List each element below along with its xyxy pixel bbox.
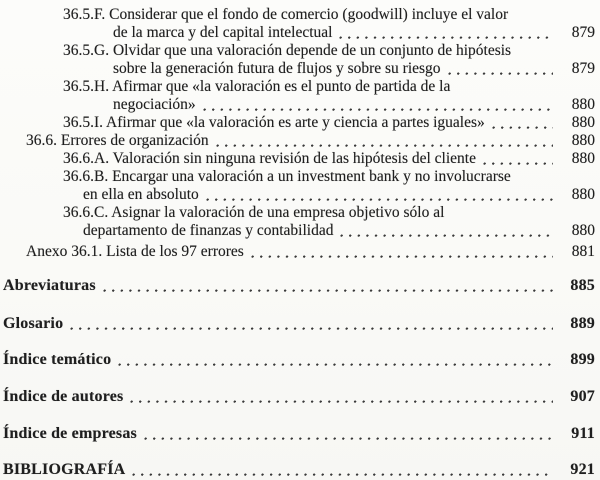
dot-leader [118,362,553,367]
toc-entry-text: BIBLIOGRAFÍA [3,461,126,478]
toc-page-number: 880 [571,222,595,239]
toc-entry-text: Índice de empresas [3,425,137,442]
dot-leader [483,161,553,166]
dot-leader [492,125,553,130]
toc-row-36-6-a [0,150,595,168]
dot-leader [203,107,553,112]
toc-row-36-5-i [0,114,595,132]
toc-entry-text: Abreviaturas [3,277,96,294]
dot-leader [103,288,553,293]
toc-row-36-5-f-line2 [0,24,595,42]
toc-entry-text: de la marca y del capital intelectual [113,24,333,41]
dot-leader [339,35,553,40]
dot-leader [448,71,553,76]
toc-row-abreviaturas [0,277,595,295]
toc-page-number: 889 [570,315,595,332]
toc-row-anexo-36-1 [0,243,595,261]
dot-leader [340,233,553,238]
toc-page-number: 881 [571,243,595,260]
toc-row-36-6-b-line1 [0,168,595,186]
toc-page-number: 907 [570,388,595,405]
toc-page-number: 880 [571,186,595,203]
toc-entry-text: 36.5.I. Afirmar que «la valoración es arte y ciencia a partes iguales» [63,114,485,131]
toc-page-number: 880 [571,150,595,167]
toc-row-indice-de-empresas [0,425,595,443]
dot-leader [70,326,553,331]
toc-page-number: 879 [571,24,595,41]
toc-row-glosario [0,315,595,333]
toc-entry-text: Índice de autores [3,388,124,405]
dot-leader [130,399,553,404]
toc-row-36-5-h-line2 [0,96,595,114]
toc-entry-text: 36.5.H. Afirmar que «la valoración es el punto de partida de la [63,78,451,95]
toc-entry-text: Índice temático [3,351,112,368]
toc-entry-text: Anexo 36.1. Lista de los 97 errores [26,243,244,260]
toc-page-number: 885 [570,277,595,294]
toc-page-number: 880 [571,114,595,131]
toc-row-36-6-c-line2 [0,222,595,240]
toc-entry-text: 36.6. Errores de organización [26,132,209,149]
toc-page-number: 880 [571,96,595,113]
toc-row-36-5-f-line1 [0,6,595,24]
toc-entry-text: 36.6.B. Encargar una valoración a un investment bank y no involucrarse [63,168,511,185]
toc-row-36-6 [0,132,595,150]
toc-row-36-5-g-line2 [0,60,595,78]
toc-row-indice-tematico [0,351,595,369]
toc-row-36-6-b-line2 [0,186,595,204]
toc-entry-text: 36.6.C. Asignar la valoración de una empresa objetivo sólo al [63,204,445,221]
toc-entry-text: Glosario [3,315,64,332]
toc-row-36-5-h-line1 [0,78,595,96]
dot-leader [144,436,553,441]
toc-entry-text: 36.5.G. Olvidar que una valoración depende de un conjunto de hipótesis [63,42,512,59]
toc-row-36-5-g-line1 [0,42,595,60]
dot-leader [132,472,553,477]
dot-leader [251,254,553,259]
toc-page-number: 899 [570,351,595,368]
toc-row-36-6-c-line1 [0,204,595,222]
toc-entry-text: sobre la generación futura de flujos y sobre su riesgo [113,60,441,77]
toc-row-bibliografia [0,461,595,479]
toc-page-number: 921 [570,461,595,478]
toc-entry-text: negociación» [113,96,196,113]
toc-entry-text: en ella en absoluto [83,186,199,203]
toc-entry-text: 36.6.A. Valoración sin ninguna revisión de las hipótesis del cliente [63,150,476,167]
toc-page-number: 880 [571,132,595,149]
toc-page-number: 879 [571,60,595,77]
toc-page-number: 911 [571,425,595,442]
dot-leader [216,143,553,148]
toc-row-indice-de-autores [0,388,595,406]
toc-entry-text: 36.5.F. Considerar que el fondo de comercio (goodwill) incluye el valor [63,6,509,23]
dot-leader [206,197,553,202]
toc-entry-text: departamento de finanzas y contabilidad [83,222,334,239]
